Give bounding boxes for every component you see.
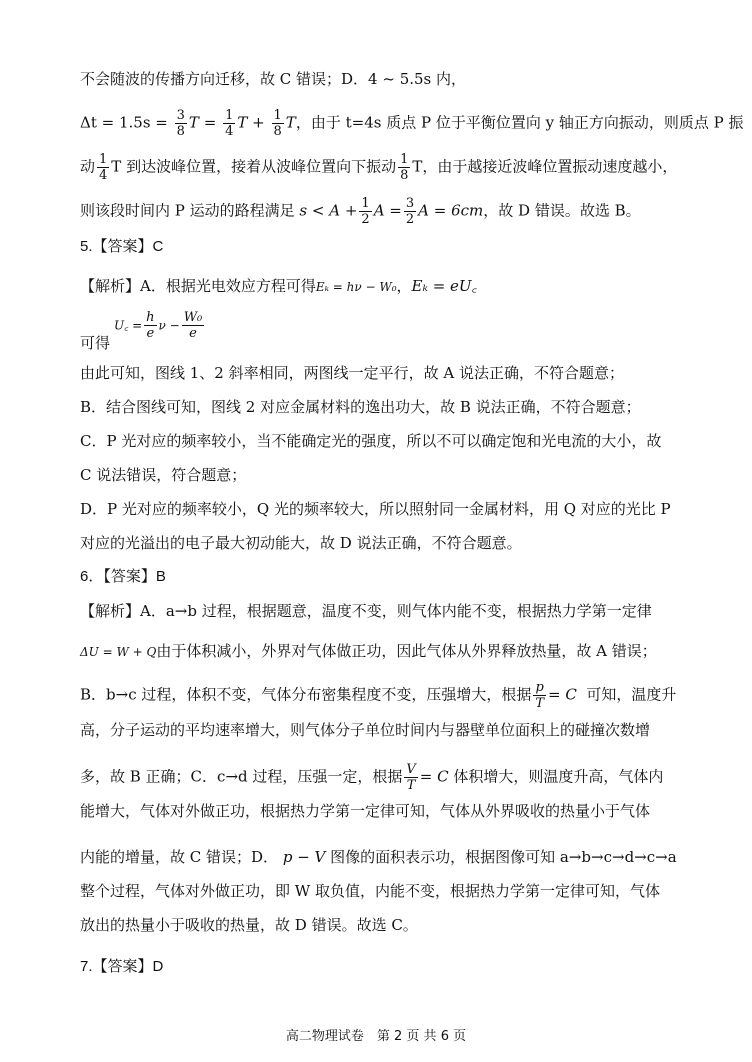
answer-heading: 5.【答案】C — [80, 238, 164, 255]
math-line: 动 $\frac{1}{4}$ T 到达波峰位置，接着从波峰位置向下振动 $\frac{1}{8}$ T，由于越接近波峰位置振动速度越小， — [80, 152, 678, 183]
text-line: 整个过程，气体对外做正功，即 W 取负值，内能不变，根据热力学第一定律可知，气体 — [80, 882, 660, 900]
fraction-1-4: $\frac{1}{4}$ — [99, 152, 108, 183]
text-line: 【解析】A．根据光电效应方程可得Eₖ = hν − W₀，Eₖ = eU꜀ — [80, 277, 477, 295]
text-line: B．结合图线可知，图线 2 对应金属材料的逸出功大，故 B 说法正确，不符合题意； — [80, 398, 641, 416]
text-line: 由此可知，图线 1、2 斜率相同，两图线一定平行，故 A 说法正确，不符合题意； — [80, 364, 624, 382]
fraction-p-t: $\frac{p}{T}$ — [535, 680, 545, 711]
fraction-v-t: $\frac{V}{T}$ — [406, 762, 416, 793]
text-line: 高，分子运动的平均速率增大，则气体分子单位时间内与器壁单位面积上的碰撞次数增 — [80, 721, 651, 739]
math-line: 则该段时间内 P 运动的路程满足 s < A + $\frac{1}{2}$ A = $\frac{3}{2}$ A = 6cm，故 D 错误。故选 B。 — [80, 196, 641, 227]
math-line: 多，故 B 正确；C．c→d 过程，压强一定，根据 $\frac{V}{T}$ = C 体积增大，则温度升高，气体内 — [80, 762, 664, 793]
delta-t-expression: Δt = 1.5s = — [80, 113, 168, 132]
text-line: 不会随波的传播方向迁移，故 C 错误；D．4 ~ 5.5s 内， — [80, 70, 467, 88]
fraction-w0-e: $\frac{\text{W₀}}{e}$ — [183, 310, 203, 341]
text-line: 内能的增量，故 C 错误；D． p − V 图像的面积表示功，根据图像可知 a→b→c→d→c→a — [80, 848, 677, 866]
math-line: 可得 U꜀ = $\frac{h}{e}$ ν − $\frac{\text{W₀}}{e}$ — [80, 310, 203, 352]
page-footer: 高二物理试卷 第 2 页 共 6 页 — [285, 1029, 467, 1044]
text-line: 能增大，气体对外做正功，根据热力学第一定律可知，气体从外界吸收的热量小于气体 — [80, 802, 651, 820]
fraction-1-8: $\frac{1}{8}$ — [400, 152, 409, 183]
answer-heading: 6．【答案】B — [80, 568, 166, 585]
answer-heading: 7.【答案】D — [80, 958, 164, 975]
text-line: 放出的热量小于吸收的热量，故 D 错误。故选 C。 — [80, 916, 418, 934]
text-line: C．P 光对应的频率较小，当不能确定光的强度，所以不可以确定饱和光电流的大小，故 — [80, 432, 662, 450]
fraction-1-2: $\frac{1}{2}$ — [361, 196, 370, 227]
text-line: D．P 光对应的频率较小，Q 光的频率较大，所以照射同一金属材料，用 Q 对应的光比 P — [80, 500, 671, 518]
math-line: B．b→c 过程，体积不变，气体分布密集程度不变，压强增大，根据 $\frac{p}{T}$ = C 可知，温度升 — [80, 680, 677, 711]
fraction-3-8: $\frac{3}{8}$ — [176, 108, 185, 139]
text-line: C 说法错误，符合题意； — [80, 466, 247, 484]
math-line: Δt = 1.5s = $\frac{3}{8}$ T = $\frac{1}{4}$ T + $\frac{1}{8}$ T，由于 t=4s 质点 P 位于平衡位置向 y 轴正方向振动，则质点 P 振 — [80, 108, 744, 139]
text-line: 对应的光溢出的电子最大初动能大，故 D 说法正确，不符合题意。 — [80, 534, 522, 552]
fraction-3-2: $\frac{3}{2}$ — [405, 196, 415, 227]
text-line: ΔU = W + Q由于体积减小，外界对气体做正功，因此气体从外界释放热量，故 A 错误； — [80, 642, 657, 660]
text-line: 【解析】A．a→b 过程，根据题意，温度不变，则气体内能不变，根据热力学第一定律 — [80, 602, 652, 620]
fraction-h-e: $\frac{h}{e}$ — [146, 310, 155, 341]
fraction-1-4: $\frac{1}{4}$ — [225, 108, 234, 139]
fraction-1-8: $\frac{1}{8}$ — [273, 108, 282, 139]
